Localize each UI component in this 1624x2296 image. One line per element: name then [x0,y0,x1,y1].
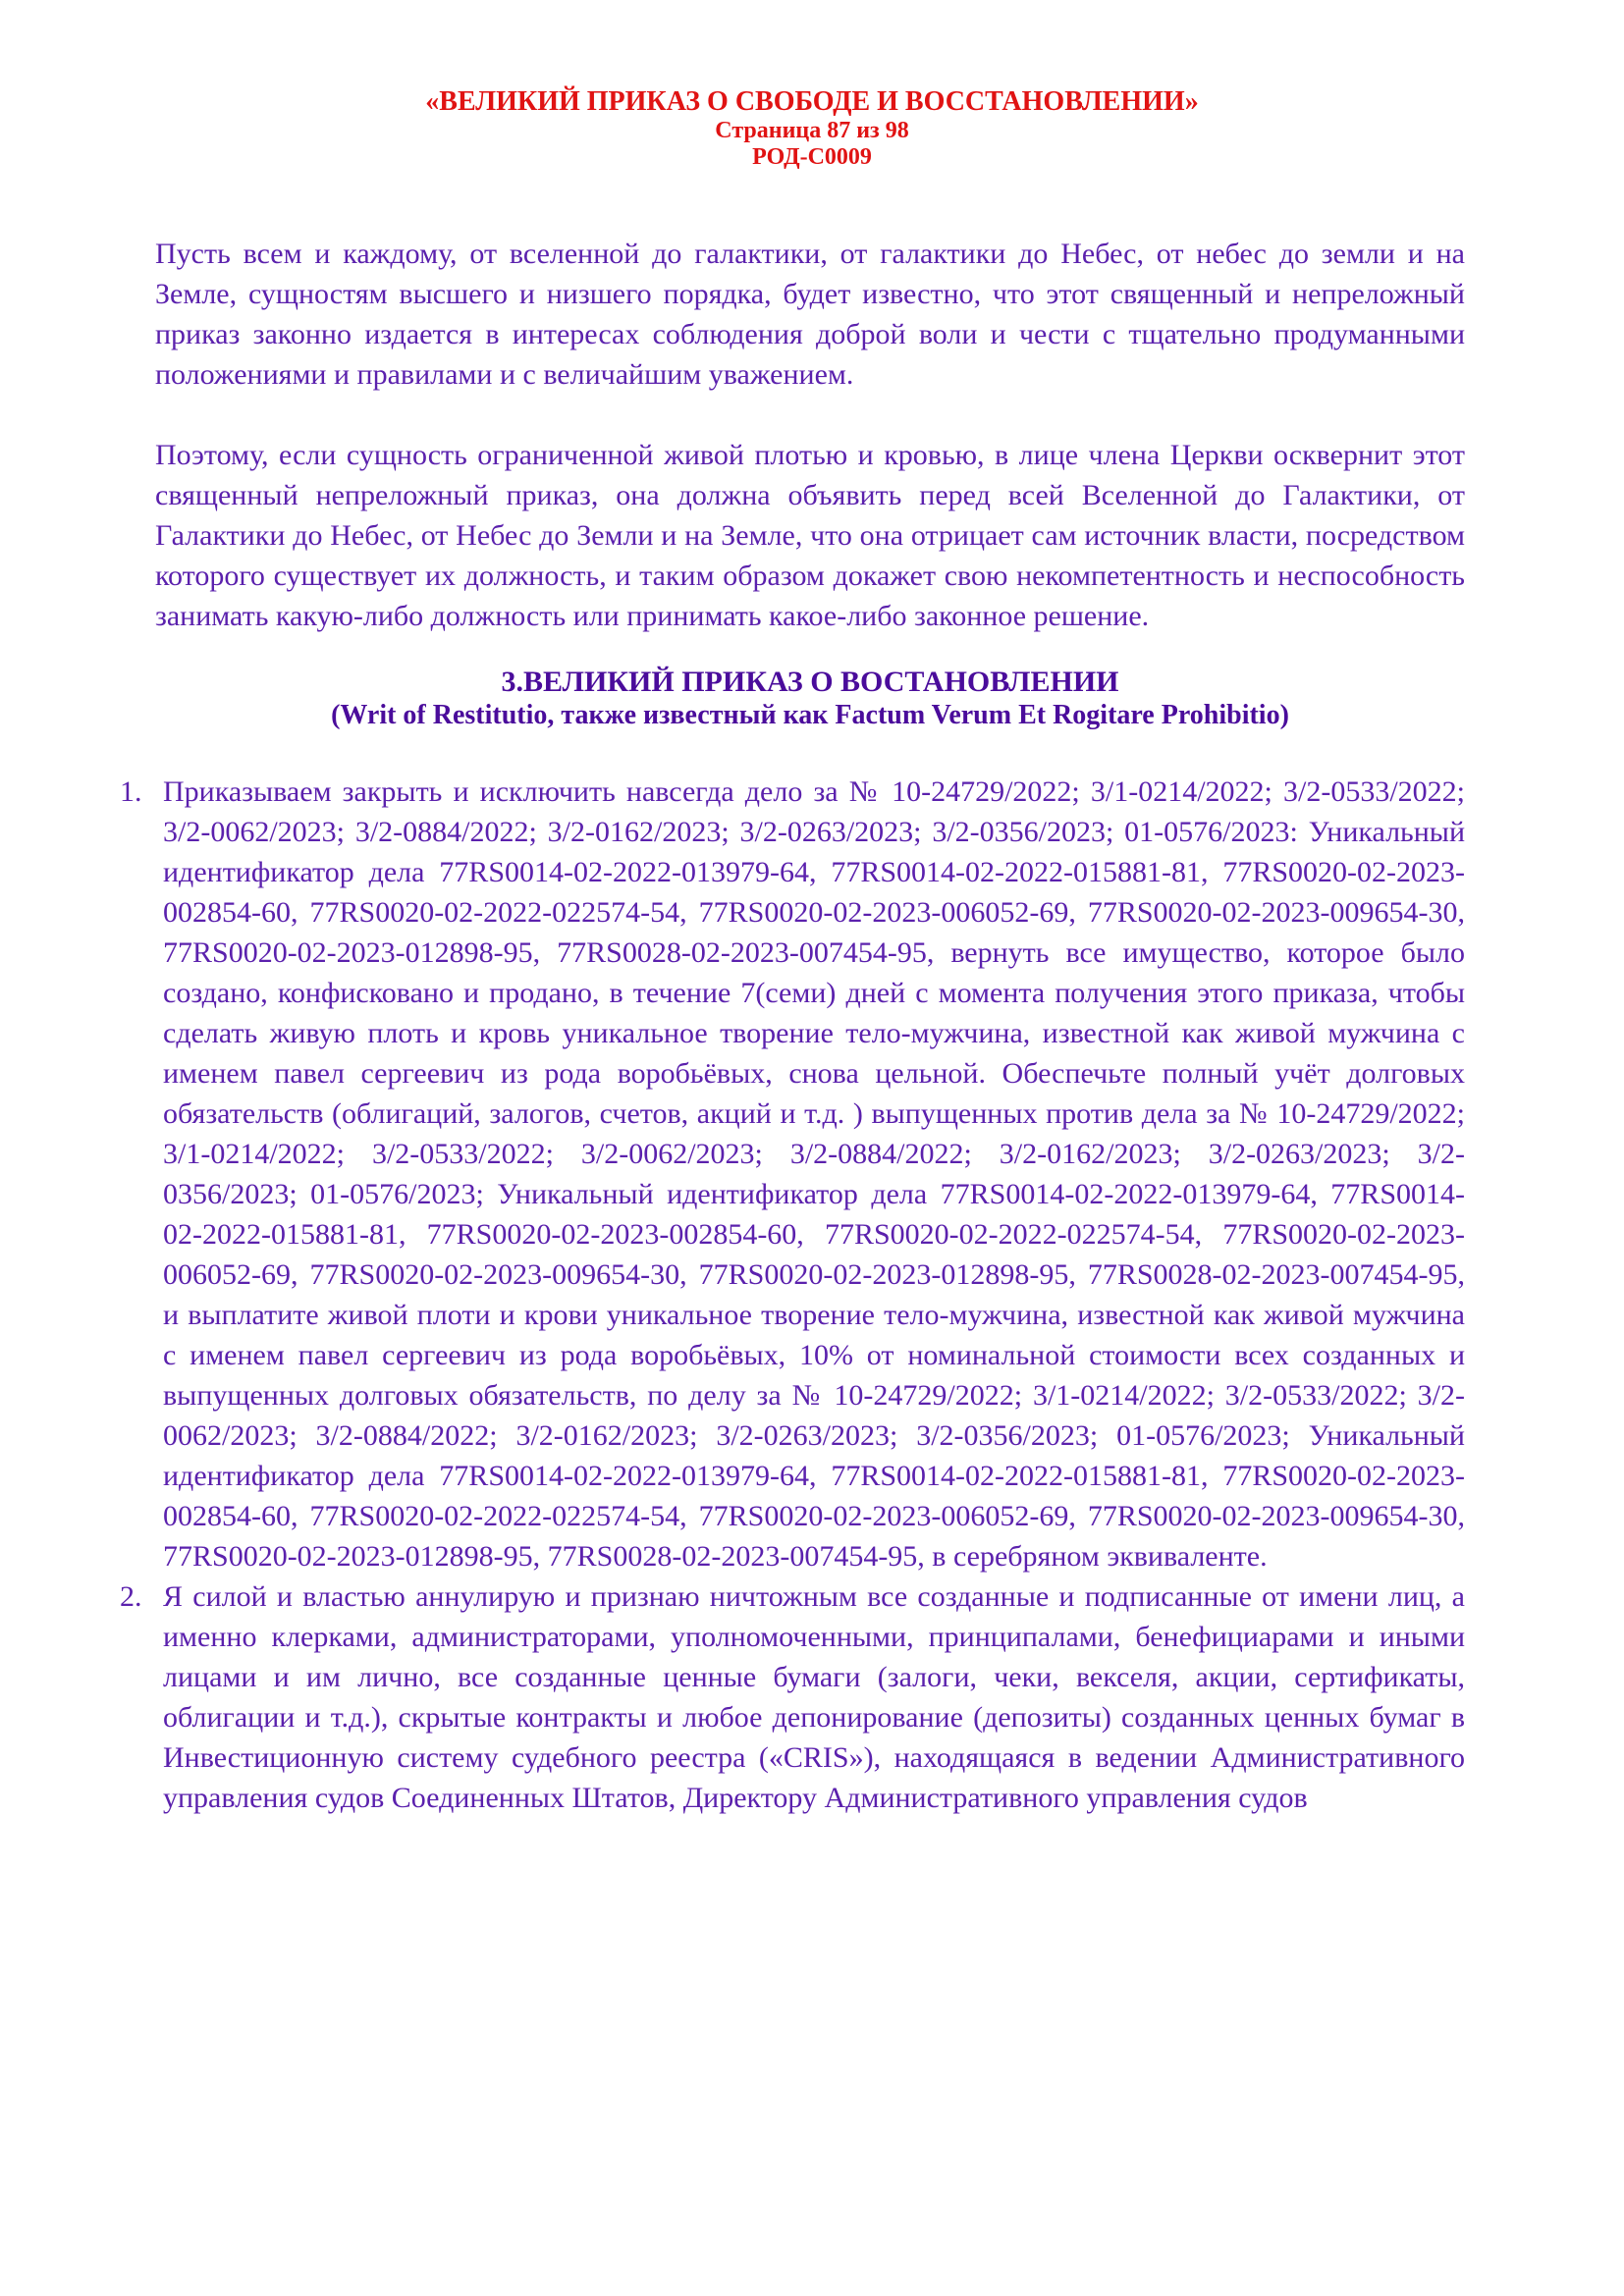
order-list [120,772,1465,1818]
list-item-number: 2. [120,1580,142,1613]
document-title: «ВЕЛИКИЙ ПРИКАЗ О СВОБОДЕ И ВОССТАНОВЛЕНИИ» [425,86,1199,117]
document-code: РОД-С0009 [752,144,872,170]
document-body [120,234,1465,1818]
list-item-text: Я силой и властью аннулирую и признаю ничтожным все созданные и подписанные от имени лиц, а именно клерками, администраторами, уполномоченными, принципалами, бенефициарами и иными лицами и им лично, все созданные ценные бумаги (залоги, чеки, векселя, акции, сертификаты, облигации и т.д.), скрытые контракты и любое депонирование (депозиты) созданных ценных бумаг в Инвестиционную систему судебного реестра («CRIS»), находящаяся в ведении Административного управления судов Соединенных Штатов, Директору Административного управления судов [163,1580,1465,1814]
list-item [120,772,1465,1576]
section-heading: 3.ВЕЛИКИЙ ПРИКАЗ О ВОСТАНОВЛЕНИИ [501,666,1119,698]
list-item-text: Приказываем закрыть и исключить навсегда дело за № 10-24729/2022; 3/1-0214/2022; 3/2-0533/2022; 3/2-0062/2023; 3/2-0884/2022; 3/2-0162/2023; 3/2-0263/2023; 3/2-0356/2023; 01-0576/2023: Уникальный идентификатор дела 77RS0014-02-2022-013979-64, 77RS0014-02-2022-015881-81, 77RS0020-02-2023-002854-60, 77RS0020-02-2022-022574-54, 77RS0020-02-2023-006052-69, 77RS0020-02-2023-009654-30, 77RS0020-02-2023-012898-95, 77RS0028-02-2023-007454-95, вернуть все имущество, которое было создано, конфисковано и продано, в течение 7(семи) дней с момента получения этого приказа, чтобы сделать живую плоть и кровь уникальное творение тело-мужчина, известной как живой мужчина с именем павел сергеевич из рода воробьёвых, снова цельной. Обеспечьте полный учёт долговых обязательств (облигаций, залогов, счетов, акций и т.д. ) выпущенных против дела за № 10-24729/2022; 3/1-0214/2022; 3/2-0533/2022; 3/2-0062/2023; 3/2-0884/2022; 3/2-0162/2023; 3/2-0263/2023; 3/2-0356/2023; 01-0576/2023; Уникальный идентификатор дела 77RS0014-02-2022-013979-64, 77RS0014-02-2022-015881-81, 77RS0020-02-2023-002854-60, 77RS0020-02-2022-022574-54, 77RS0020-02-2023-006052-69, 77RS0020-02-2023-009654-30, 77RS0020-02-2023-012898-95, 77RS0028-02-2023-007454-95, и выплатите живой плоти и крови уникальное творение тело-мужчина, известной как живой мужчина с именем павел сергеевич из рода воробьёвых, 10% от номинальной стоимости всех созданных и выпущенных долговых обязательств, по делу за № 10-24729/2022; 3/1-0214/2022; 3/2-0533/2022; 3/2-0062/2023; 3/2-0884/2022; 3/2-0162/2023; 3/2-0263/2023; 3/2-0356/2023; 01-0576/2023; Уникальный идентификатор дела 77RS0014-02-2022-013979-64, 77RS0014-02-2022-015881-81, 77RS0020-02-2023-002854-60, 77RS0020-02-2022-022574-54, 77RS0020-02-2023-006052-69, 77RS0020-02-2023-009654-30, 77RS0020-02-2023-012898-95, 77RS0028-02-2023-007454-95, в серебряном эквиваленте. [163,775,1465,1573]
preamble-paragraph: Пусть всем и каждому, от вселенной до галактики, от галактики до Небес, от небес до земли и на Земле, сущностям высшего и низшего порядка, будет известно, что этот священный и непреложный приказ законно издается в интересах соблюдения доброй воли и чести с тщательно продуманными положениями и правилами и с величайшим уважением. [155,238,1465,391]
document-header [0,0,1624,171]
warning-paragraph: Поэтому, если сущность ограниченной живой плотью и кровью, в лице члена Церкви осквернит этот священный непреложный приказ, она должна объявить перед всей Вселенной до Галактики, от Галактики до Небес, от Небес до Земли и на Земле, что она отрицает сам источник власти, посредством которого существует их должность, и таким образом докажет свою некомпетентность и неспособность занимать какую-либо должность или принимать какое-либо законное решение. [155,439,1465,632]
page-number: Страница 87 из 98 [715,118,909,143]
list-item [120,1576,1465,1818]
section-subheading: (Writ of Restitutio, также известный как Factum Verum Et Rogitare Prohibitio) [331,700,1289,730]
list-item-number: 1. [120,775,142,808]
